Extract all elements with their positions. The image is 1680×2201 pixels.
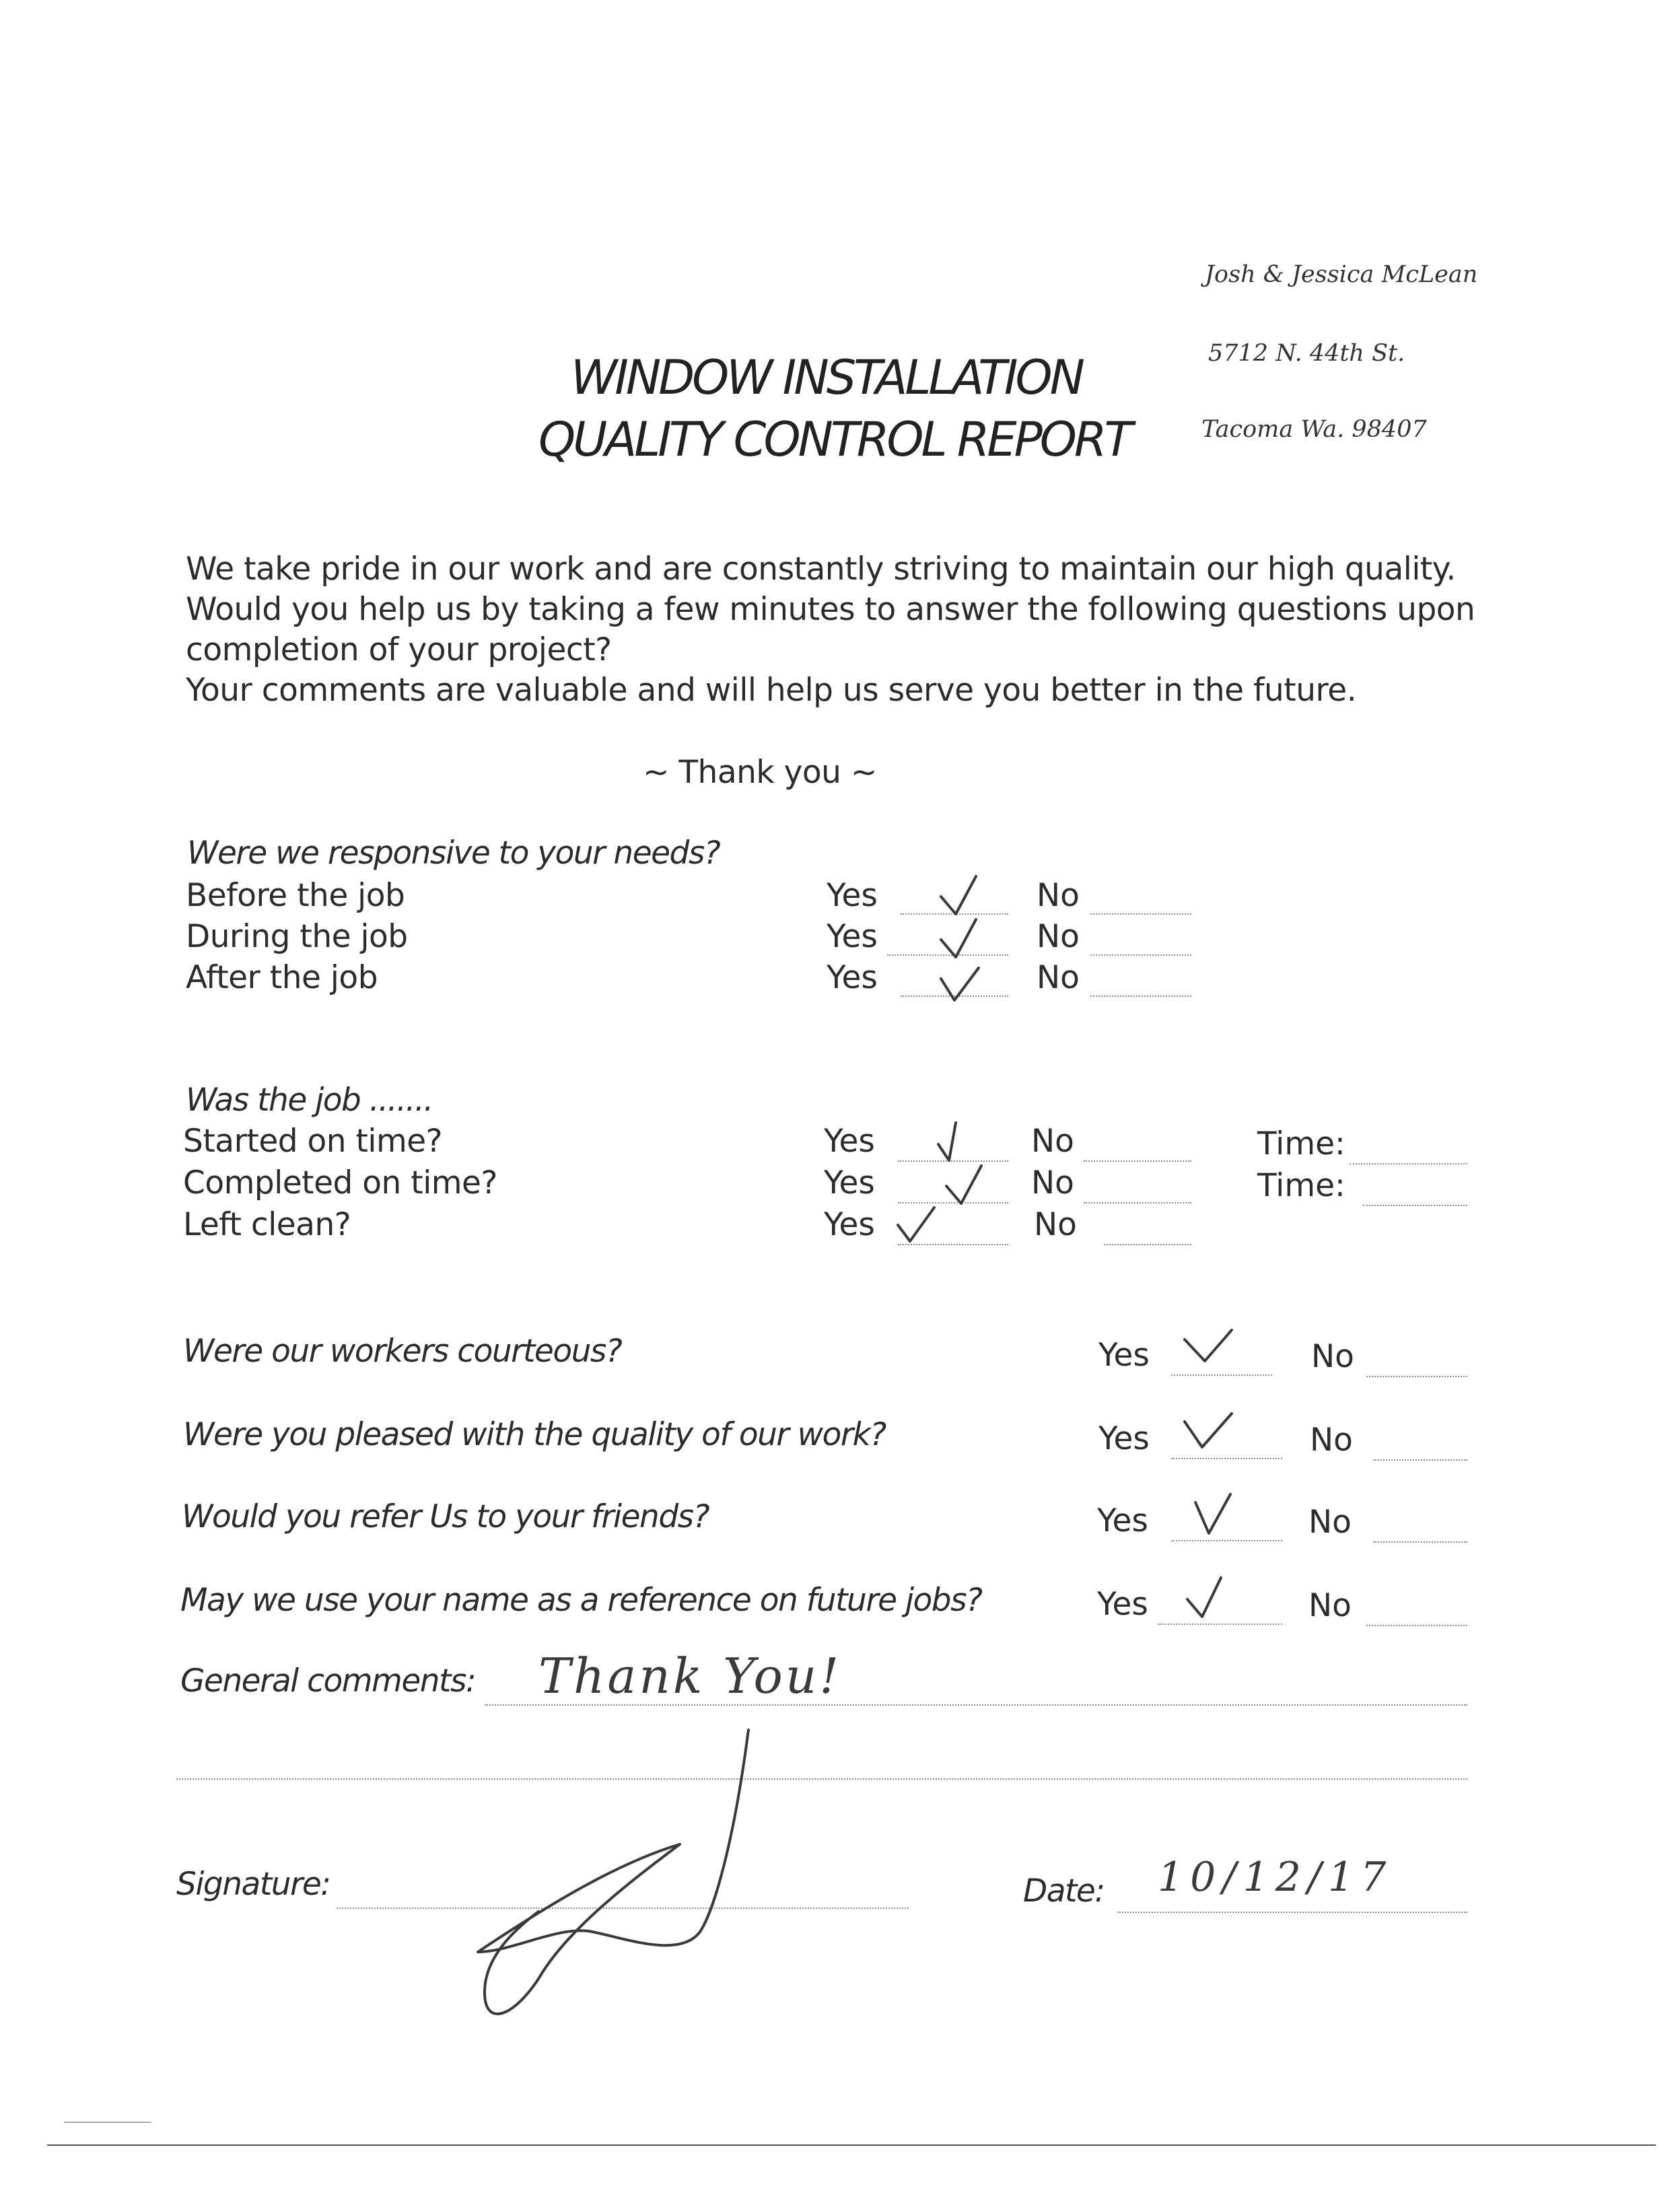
quality-yes: Yes — [1098, 1420, 1150, 1457]
check-quality — [1181, 1408, 1234, 1455]
started-time-line — [1350, 1163, 1467, 1164]
refer-yes-line — [1171, 1540, 1282, 1541]
refer-no-line — [1373, 1541, 1467, 1543]
thank-you: ~ Thank you ~ — [643, 754, 877, 791]
completed-yes: Yes — [824, 1164, 875, 1201]
intro-line2: Would you help us by taking a few minutes to answer the following questions upon — [186, 591, 1475, 628]
report-title-line2: QUALITY CONTROL REPORT — [538, 412, 1131, 467]
started-no-line — [1084, 1160, 1191, 1162]
reference-no: No — [1308, 1587, 1352, 1624]
started-on-time-label: Started on time? — [183, 1123, 443, 1160]
check-completed-on-time — [942, 1162, 996, 1209]
refer-yes: Yes — [1097, 1502, 1148, 1539]
footer-mark — [64, 2122, 151, 2123]
before-job-yes: Yes — [827, 877, 878, 914]
reference-no-line — [1366, 1625, 1467, 1626]
check-after-job — [937, 958, 991, 1006]
left-clean-no: No — [1034, 1206, 1077, 1243]
started-no: No — [1031, 1123, 1074, 1160]
intro-line3: completion of your project? — [186, 631, 612, 668]
check-left-clean — [894, 1203, 948, 1251]
reference-yes-line — [1158, 1623, 1282, 1625]
signature-image — [458, 1710, 781, 2033]
courteous-yes-line — [1171, 1374, 1272, 1376]
customer-city: Tacoma Wa. 98407 — [1201, 416, 1427, 443]
quality-no: No — [1310, 1422, 1353, 1459]
after-job-label: After the job — [186, 959, 378, 996]
left-clean-label: Left clean? — [183, 1206, 351, 1243]
job-heading: Was the job ....... — [186, 1082, 433, 1119]
intro-line1: We take pride in our work and are constantly striving to maintain our high quality. — [186, 551, 1456, 588]
during-job-yes: Yes — [827, 918, 878, 955]
completed-no-line — [1084, 1202, 1191, 1203]
completed-on-time-label: Completed on time? — [183, 1164, 497, 1201]
question-refer: Would you refer Us to your friends? — [182, 1498, 709, 1535]
courteous-no-line — [1366, 1376, 1467, 1377]
started-time-label: Time: — [1257, 1125, 1345, 1162]
signature-label: Signature: — [176, 1866, 330, 1903]
customer-name: Josh & Jessica McLean — [1205, 261, 1478, 288]
quality-yes-line — [1171, 1458, 1282, 1459]
courteous-yes: Yes — [1098, 1337, 1150, 1374]
date-line — [1117, 1912, 1467, 1913]
question-quality: Were you pleased with the quality of our work? — [183, 1416, 886, 1453]
after-job-no: No — [1037, 959, 1080, 996]
before-job-no-line — [1090, 913, 1191, 915]
report-title-line1: WINDOW INSTALLATION — [571, 350, 1083, 405]
after-job-no-line — [1090, 995, 1191, 997]
check-reference — [1181, 1572, 1234, 1619]
intro-line4: Your comments are valuable and will help us serve you better in the future. — [186, 672, 1357, 709]
left-clean-yes: Yes — [824, 1206, 875, 1243]
during-job-no-line — [1090, 954, 1191, 956]
date-label: Date: — [1023, 1873, 1105, 1910]
started-yes: Yes — [824, 1123, 875, 1160]
after-job-yes: Yes — [827, 959, 878, 996]
general-comments-line — [485, 1704, 1467, 1706]
question-courteous: Were our workers courteous? — [183, 1333, 622, 1370]
refer-no: No — [1308, 1504, 1352, 1541]
footer-rule — [47, 2144, 1656, 2146]
quality-no-line — [1373, 1459, 1467, 1461]
general-comments-value: Thank You! — [538, 1648, 842, 1704]
during-job-label: During the job — [186, 918, 408, 955]
left-clean-no-line — [1104, 1244, 1191, 1245]
responsive-heading: Were we responsive to your needs? — [187, 835, 720, 872]
check-courteous — [1181, 1326, 1234, 1373]
date-value: 10/12/17 — [1158, 1854, 1393, 1901]
courteous-no: No — [1311, 1338, 1354, 1375]
completed-time-label: Time: — [1257, 1167, 1345, 1204]
before-job-label: Before the job — [186, 877, 405, 914]
general-comments-line-2 — [176, 1778, 1467, 1780]
during-job-no: No — [1037, 918, 1080, 955]
check-refer — [1191, 1490, 1245, 1537]
completed-no: No — [1031, 1164, 1074, 1201]
customer-street: 5712 N. 44th St. — [1208, 340, 1405, 367]
before-job-no: No — [1037, 877, 1080, 914]
check-started-on-time — [932, 1117, 985, 1164]
question-reference: May we use your name as a reference on future jobs? — [180, 1582, 982, 1619]
check-before-job — [937, 872, 991, 919]
general-comments-label: General comments: — [180, 1663, 476, 1700]
completed-time-line — [1363, 1205, 1467, 1206]
check-during-job — [937, 915, 991, 963]
reference-yes: Yes — [1097, 1586, 1148, 1623]
